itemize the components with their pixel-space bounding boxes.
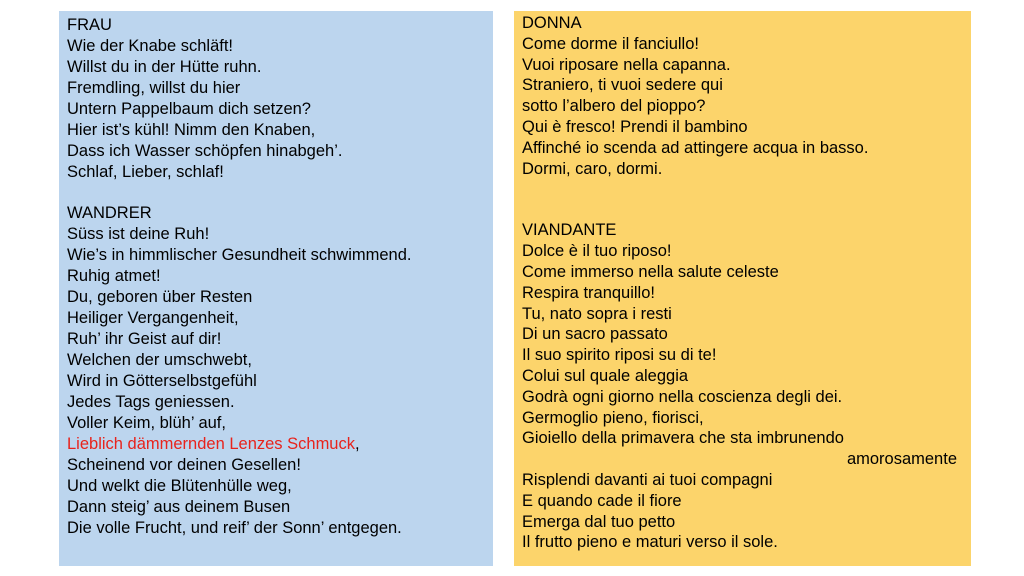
verse-line: Du, geboren über Resten bbox=[67, 288, 253, 306]
verse-line: Wird in Götterselbstgefühl bbox=[67, 372, 257, 390]
stanza-gap bbox=[67, 183, 485, 203]
verse-line: Voller Keim, blüh’ auf, bbox=[67, 414, 226, 432]
verse-line: Colui sul quale aleggia bbox=[522, 366, 689, 385]
verse-line: Jedes Tags geniessen. bbox=[67, 393, 235, 411]
verse-line: Di un sacro passato bbox=[522, 325, 668, 344]
verse-line: Emerga dal tuo petto bbox=[522, 512, 676, 531]
verse-line: Respira tranquillo! bbox=[522, 283, 655, 302]
verse-line: Il frutto pieno e maturi verso il sole. bbox=[522, 533, 778, 552]
verse-line: Vuoi riposare nella capanna. bbox=[522, 55, 731, 74]
verse-line: Dass ich Wasser schöpfen hinabgeh’. bbox=[67, 142, 343, 160]
verse-line: sotto l’albero del pioppo? bbox=[522, 97, 706, 116]
verse-line: Risplendi davanti ai tuoi compagni bbox=[522, 470, 773, 489]
viandante-stanza bbox=[522, 241, 963, 553]
verse-line: Il suo spirito riposi su di te! bbox=[522, 346, 717, 365]
verse-line: Und welkt die Blütenhülle weg, bbox=[67, 477, 292, 495]
verse-line: Ruhig atmet! bbox=[67, 267, 161, 285]
stanza-gap bbox=[522, 179, 963, 220]
verse-line: Come immerso nella salute celeste bbox=[522, 262, 779, 281]
verse-line: Die volle Frucht, und reif’ der Sonn’ entgegen. bbox=[67, 519, 402, 537]
verse-line: Dormi, caro, dormi. bbox=[522, 159, 663, 178]
german-text-panel bbox=[59, 11, 493, 566]
frau-stanza bbox=[67, 36, 485, 183]
verse-line: Willst du in der Hütte ruhn. bbox=[67, 58, 262, 76]
verse-line: Dann steig’ aus deinem Busen bbox=[67, 498, 291, 516]
verse-line: Germoglio pieno, fiorisci, bbox=[522, 408, 704, 427]
donna-heading: DONNA bbox=[522, 14, 582, 32]
verse-line: Qui è fresco! Prendi il bambino bbox=[522, 117, 748, 136]
wandrer-heading: WANDRER bbox=[67, 204, 152, 222]
verse-line: Wie der Knabe schläft! bbox=[67, 37, 233, 55]
verse-line: Scheinend vor deinen Gesellen! bbox=[67, 456, 301, 474]
highlighted-phrase: Lieblich dämmernden Lenzes Schmuck bbox=[67, 435, 355, 453]
verse-line: Schlaf, Lieber, schlaf! bbox=[67, 163, 224, 181]
donna-stanza bbox=[522, 34, 963, 180]
verse-line: E quando cade il fiore bbox=[522, 491, 682, 510]
wandrer-stanza bbox=[67, 224, 485, 539]
verse-line: Gioiello della primavera che sta imbrunendo bbox=[522, 429, 844, 448]
verse-line: Süss ist deine Ruh! bbox=[67, 225, 210, 243]
verse-line: Heiliger Vergangenheit, bbox=[67, 309, 239, 327]
verse-line: Come dorme il fanciullo! bbox=[522, 34, 699, 53]
verse-line: Straniero, ti vuoi sedere qui bbox=[522, 76, 723, 95]
frau-heading: FRAU bbox=[67, 16, 112, 34]
highlighted-verse-line bbox=[67, 434, 485, 455]
verse-continuation: amorosamente bbox=[846, 450, 957, 469]
verse-line: Dolce è il tuo riposo! bbox=[522, 242, 672, 261]
verse-line: Welchen der umschwebt, bbox=[67, 351, 252, 369]
verse-line: Wie’s in himmlischer Gesundheit schwimmend. bbox=[67, 246, 412, 264]
verse-line: Affinché io scenda ad attingere acqua in basso. bbox=[522, 138, 869, 157]
verse-line: Untern Pappelbaum dich setzen? bbox=[67, 100, 311, 118]
verse-line: Fremdling, willst du hier bbox=[67, 79, 241, 97]
italian-text-panel bbox=[514, 11, 971, 566]
verse-line: Hier ist’s kühl! Nimm den Knaben, bbox=[67, 121, 316, 139]
verse-line: Tu, nato sopra i resti bbox=[522, 304, 672, 323]
highlight-trailing-punctuation: , bbox=[355, 435, 360, 453]
verse-line: Godrà ogni giorno nella coscienza degli dei. bbox=[522, 387, 843, 406]
verse-line: Ruh’ ihr Geist auf dir! bbox=[67, 330, 222, 348]
viandante-heading: VIANDANTE bbox=[522, 221, 617, 240]
